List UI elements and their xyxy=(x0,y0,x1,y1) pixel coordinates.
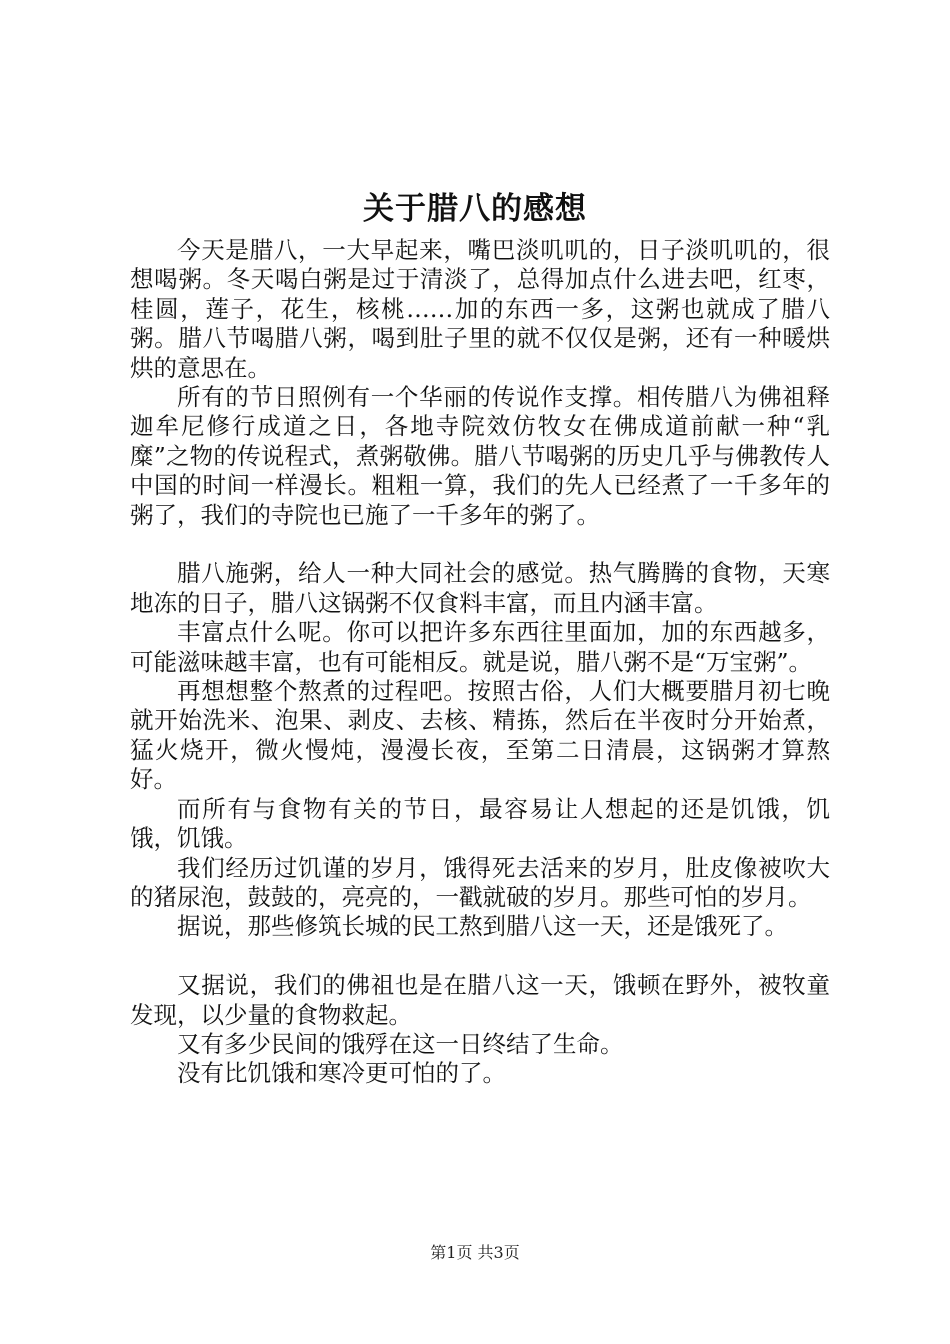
paragraph: 又有多少民间的饿殍在这一日终结了生命。 xyxy=(177,1029,624,1058)
paragraph: 再想想整个熬煮的过程吧。按照古俗，人们大概要腊月初七晚就开始洗米、泡果、剥皮、去核、精拣，然后在半夜时分开始煮，猛火烧开，微火慢炖，漫漫长夜，至第二日清晨，这锅粥才算熬好。 xyxy=(130,677,830,794)
paragraph: 今天是腊八，一大早起来，嘴巴淡叽叽的，日子淡叽叽的，很想喝粥。冬天喝白粥是过于清淡了，总得加点什么进去吧，红枣，桂圆，莲子，花生，核桃……加的东西一多，这粥也就成了腊八粥。腊八节喝腊八粥，喝到肚子里的就不仅仅是粥，还有一种暖烘烘的意思在。 xyxy=(130,236,830,382)
paragraph: 而所有与食物有关的节日，最容易让人想起的还是饥饿，饥饿，饥饿。 xyxy=(130,794,830,853)
paragraph: 腊八施粥，给人一种大同社会的感觉。热气腾腾的食物，天寒地冻的日子，腊八这锅粥不仅食料丰富，而且内涵丰富。 xyxy=(130,559,830,617)
document-title: 关于腊八的感想 xyxy=(363,191,587,227)
paragraph: 丰富点什么呢。你可以把许多东西往里面加，加的东西越多，可能滋味越丰富，也有可能相反。就是说，腊八粥不是“万宝粥”。 xyxy=(130,618,830,676)
paragraph: 又据说，我们的佛祖也是在腊八这一天，饿顿在野外，被牧童发现，以少量的食物救起。 xyxy=(130,971,830,1029)
document-body xyxy=(130,236,830,1089)
paragraph: 据说，那些修筑长城的民工熬到腊八这一天，还是饿死了。 xyxy=(177,912,788,941)
paragraph: 我们经历过饥谨的岁月，饿得死去活来的岁月，肚皮像被吹大的猪尿泡，鼓鼓的，亮亮的，一戳就破的岁月。那些可怕的岁月。 xyxy=(130,853,830,911)
paragraph: 没有比饥饿和寒冷更可怕的了。 xyxy=(177,1059,506,1088)
page-footer: 第1页 共3页 xyxy=(430,1243,520,1262)
paragraph: 所有的节日照例有一个华丽的传说作支撑。相传腊八为佛祖释迦牟尼修行成道之日，各地寺院效仿牧女在佛成道前献一种“乳糜”之物的传说程式，煮粥敬佛。腊八节喝粥的历史几乎与佛教传人中国的时间一样漫长。粗粗一算，我们的先人已经煮了一千多年的粥了，我们的寺院也已施了一千多年的粥了。 xyxy=(130,383,830,529)
